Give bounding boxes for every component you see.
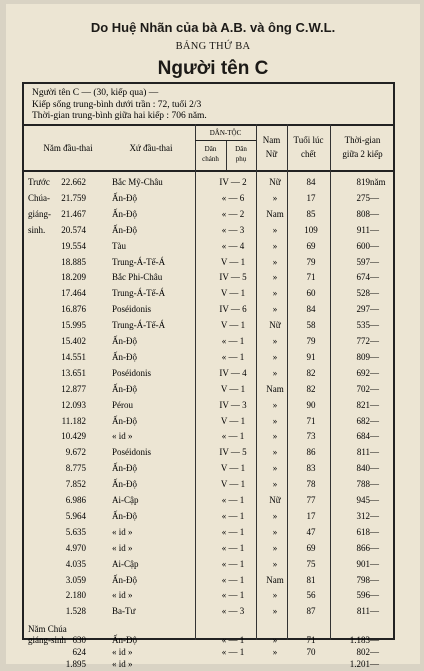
row-place: « id » <box>112 590 133 600</box>
row-place: Ấn-Độ <box>112 193 137 203</box>
row-unit: — <box>370 336 379 346</box>
row-sex: » <box>272 352 278 362</box>
row-year: 1.895 <box>65 659 86 669</box>
row-age: 86 <box>306 447 316 457</box>
row-sex: » <box>272 225 278 235</box>
row-sex: » <box>272 447 278 457</box>
row-gap: 866 <box>356 543 370 553</box>
row-sex: » <box>272 368 278 378</box>
row-sex: » <box>272 511 278 521</box>
row-sex: Nam <box>266 384 284 394</box>
row-unit: — <box>370 635 379 645</box>
info-line-lifespan: Kiếp sống trung-bình dưới trần : 72, tuổi 2/3 <box>32 99 202 110</box>
row-age: 71 <box>306 416 316 426</box>
row-unit: năm <box>370 177 386 187</box>
row-place: Ấn-Độ <box>112 463 137 473</box>
row-place: Poséidonis <box>112 447 152 457</box>
row-year: 6.986 <box>65 495 86 505</box>
row-age: 84 <box>306 177 316 187</box>
row-sex: » <box>272 272 278 282</box>
col-header-race-sub-2: phụ <box>235 155 247 163</box>
header-top-rule <box>22 124 395 126</box>
row-age: 58 <box>306 320 316 330</box>
row-gap: 702 <box>356 384 370 394</box>
row-race: « — 2 <box>221 209 245 219</box>
row-year: 10.429 <box>61 431 86 441</box>
row-age: 87 <box>306 606 316 616</box>
row-year: 5.635 <box>65 527 86 537</box>
col-header-race: DÂN-TỘC <box>209 129 242 137</box>
row-unit: — <box>370 431 379 441</box>
row-sex: » <box>272 543 278 553</box>
row-sex: » <box>272 590 278 600</box>
row-year: 17.464 <box>61 288 86 298</box>
row-gap: 596 <box>356 590 370 600</box>
col-header-age-2: chết <box>301 149 316 159</box>
row-race: V — 1 <box>220 463 246 473</box>
col-header-year: Năm đầu-thai <box>43 143 93 153</box>
row-place: « id » <box>112 431 133 441</box>
row-gap: 840 <box>356 463 370 473</box>
row-place: « id » <box>112 527 133 537</box>
row-unit: — <box>370 543 379 553</box>
row-gap: 821 <box>356 400 370 410</box>
row-gap: 901 <box>356 559 370 569</box>
row-age: 69 <box>306 241 316 251</box>
row-unit: — <box>370 272 379 282</box>
row-race: « — 6 <box>221 193 245 203</box>
row-unit: — <box>370 659 379 669</box>
row-unit: — <box>370 495 379 505</box>
row-unit: — <box>370 527 379 537</box>
col-header-age-1: Tuổi lúc <box>293 135 324 145</box>
row-year: 4.970 <box>65 543 86 553</box>
row-age: 17 <box>306 193 316 203</box>
row-race: « — 1 <box>221 590 245 600</box>
row-year: 19.554 <box>61 241 86 251</box>
column-divider <box>195 124 196 640</box>
row-race: « — 3 <box>221 606 245 616</box>
row-unit: — <box>370 225 379 235</box>
row-age: 77 <box>306 495 316 505</box>
row-sex: » <box>272 647 278 657</box>
row-place: Trung-Á-Tế-Á <box>112 257 166 267</box>
row-race: « — 1 <box>221 352 245 362</box>
row-race: V — 1 <box>220 384 246 394</box>
row-sex: » <box>272 463 278 473</box>
row-sex: Nữ <box>269 177 281 187</box>
row-race: IV — 5 <box>219 447 247 457</box>
row-place: Ấn-Độ <box>112 384 137 394</box>
col-header-sex-1: Nam <box>262 135 281 145</box>
col-header-gap-1: Thời-gian <box>344 135 381 145</box>
row-place: Ấn-Độ <box>112 416 137 426</box>
row-race: « — 3 <box>221 225 245 235</box>
row-race: IV — 3 <box>219 400 247 410</box>
row-gap: 600 <box>356 241 370 251</box>
row-race: « — 1 <box>221 527 245 537</box>
row-gap: 811 <box>356 447 370 457</box>
row-lead-text: Chúa- <box>28 193 50 203</box>
row-age: 75 <box>306 559 316 569</box>
header-bottom-rule <box>22 170 395 172</box>
row-year: 14.551 <box>61 352 86 362</box>
row-sex: » <box>272 606 278 616</box>
col-header-sex-2: Nữ <box>265 149 278 159</box>
row-gap: 802 <box>356 647 370 657</box>
row-year: 7.852 <box>65 479 86 489</box>
row-year: 9.672 <box>65 447 86 457</box>
row-place: Ấn-Độ <box>112 511 137 521</box>
row-sex: » <box>272 527 278 537</box>
row-year: 18.885 <box>61 257 86 267</box>
row-race: V — 1 <box>220 257 246 267</box>
row-place: Ấn-Độ <box>112 575 137 585</box>
row-age: 56 <box>306 590 316 600</box>
row-unit: — <box>370 288 379 298</box>
row-sex: Nam <box>266 575 284 585</box>
row-age: 90 <box>306 400 316 410</box>
row-sex: » <box>272 193 278 203</box>
row-year: 11.182 <box>61 416 86 426</box>
row-year: 22.662 <box>61 177 86 187</box>
row-age: 60 <box>306 288 316 298</box>
row-unit: — <box>370 590 379 600</box>
row-year: 21.759 <box>61 193 86 203</box>
row-sex: » <box>272 431 278 441</box>
row-age: 82 <box>306 368 316 378</box>
row-age: 78 <box>306 479 316 489</box>
row-year: 20.574 <box>61 225 86 235</box>
row-lead-text: sinh. <box>28 225 46 235</box>
row-gap: 682 <box>356 416 370 426</box>
col-header-race-sub-1: Dân <box>235 145 247 153</box>
info-line-interval: Thời-gian trung-bình giữa hai kiếp : 706 năm. <box>32 111 207 121</box>
row-unit: — <box>370 416 379 426</box>
row-unit: — <box>370 241 379 251</box>
row-unit: — <box>370 447 379 457</box>
row-gap: 297 <box>356 304 370 314</box>
row-age: 69 <box>306 543 316 553</box>
row-unit: — <box>370 320 379 330</box>
row-race: V — 1 <box>220 320 246 330</box>
row-sex: » <box>272 288 278 298</box>
row-unit: — <box>370 352 379 362</box>
row-age: 109 <box>304 225 318 235</box>
row-unit: — <box>370 463 379 473</box>
row-place: Ấn-Độ <box>112 209 137 219</box>
row-year: 3.059 <box>65 575 86 585</box>
row-gap: 692 <box>356 368 370 378</box>
row-gap: 788 <box>356 479 370 489</box>
row-age: 79 <box>306 336 316 346</box>
row-sex: Nữ <box>269 495 281 505</box>
row-race: IV — 2 <box>219 177 247 187</box>
row-race: « — 1 <box>221 635 245 645</box>
row-sex: » <box>272 257 278 267</box>
row-year: 624 <box>72 647 86 657</box>
row-race: « — 1 <box>221 336 245 346</box>
row-place: Ai-Cập <box>112 495 139 505</box>
row-year: 630 <box>72 635 86 645</box>
race-subheader-rule <box>195 140 256 141</box>
row-race: « — 1 <box>221 543 245 553</box>
row-unit: — <box>370 384 379 394</box>
row-age: 81 <box>306 575 316 585</box>
row-gap: 312 <box>356 511 370 521</box>
row-unit: — <box>370 511 379 521</box>
row-age: 85 <box>306 209 316 219</box>
tail-label-line: giáng-sinh <box>28 635 66 645</box>
row-sex: » <box>272 241 278 251</box>
row-unit: — <box>370 647 379 657</box>
row-place: Poséidonis <box>112 368 152 378</box>
row-gap: 808 <box>356 209 370 219</box>
row-gap: 945 <box>356 495 370 505</box>
col-header-place: Xứ đầu-thai <box>129 143 173 153</box>
row-sex: Nữ <box>269 320 281 330</box>
row-place: Ấn-Độ <box>112 336 137 346</box>
row-gap: 811 <box>356 606 370 616</box>
row-gap: 597 <box>356 257 370 267</box>
row-year: 15.402 <box>61 336 86 346</box>
row-gap: 1.201 <box>349 659 370 669</box>
row-sex: » <box>272 336 278 346</box>
row-sex: » <box>272 400 278 410</box>
row-place: « id » <box>112 659 133 669</box>
row-unit: — <box>370 304 379 314</box>
row-year: 16.876 <box>61 304 86 314</box>
row-place: « id » <box>112 543 133 553</box>
row-age: 17 <box>306 511 316 521</box>
row-age: 79 <box>306 257 316 267</box>
row-gap: 275 <box>356 193 370 203</box>
row-race: V — 1 <box>220 416 246 426</box>
row-age: 83 <box>306 463 316 473</box>
col-header-race-main-2: chánh <box>202 155 219 163</box>
row-year: 12.093 <box>61 400 86 410</box>
row-sex: Nam <box>266 209 284 219</box>
row-age: 70 <box>306 647 316 657</box>
row-place: Ba-Tư <box>112 606 136 616</box>
row-race: « — 4 <box>221 241 245 251</box>
row-race: « — 1 <box>221 559 245 569</box>
row-year: 1.528 <box>65 606 86 616</box>
row-lead-text: giáng- <box>28 209 51 219</box>
row-year: 8.775 <box>65 463 86 473</box>
page-title: Người tên C <box>157 58 269 79</box>
row-race: V — 1 <box>220 479 246 489</box>
row-place: « id » <box>112 647 133 657</box>
row-place: Trung-Á-Tế-Á <box>112 288 166 298</box>
row-lead-text: Trước <box>28 177 50 187</box>
row-unit: — <box>370 479 379 489</box>
row-unit: — <box>370 257 379 267</box>
row-year: 15.995 <box>61 320 86 330</box>
row-year: 12.877 <box>61 384 86 394</box>
row-gap: 674 <box>356 272 370 282</box>
row-place: Ấn-Độ <box>112 225 137 235</box>
row-place: Ai-Cập <box>112 559 139 569</box>
row-age: 71 <box>306 635 316 645</box>
row-age: 71 <box>306 272 316 282</box>
row-age: 73 <box>306 431 316 441</box>
row-race: V — 1 <box>220 288 246 298</box>
row-gap: 528 <box>356 288 370 298</box>
col-header-race-main-1: Dân <box>204 145 217 153</box>
row-gap: 535 <box>356 320 370 330</box>
row-unit: — <box>370 575 379 585</box>
row-place: Pérou <box>112 400 133 410</box>
row-unit: — <box>370 368 379 378</box>
row-year: 13.651 <box>61 368 86 378</box>
row-age: 47 <box>306 527 316 537</box>
info-line-subject: Người tên C — (30, kiếp qua) — <box>32 88 159 98</box>
row-place: Poséidonis <box>112 304 152 314</box>
page-heading-table-number: BẢNG THỨ BA <box>175 41 251 52</box>
row-race: « — 1 <box>221 495 245 505</box>
row-unit: — <box>370 209 379 219</box>
row-place: Ấn-Độ <box>112 352 137 362</box>
row-age: 82 <box>306 384 316 394</box>
row-sex: » <box>272 635 278 645</box>
row-unit: — <box>370 606 379 616</box>
row-year: 5.964 <box>65 511 86 521</box>
info-block <box>32 88 207 123</box>
row-race: « — 1 <box>221 647 245 657</box>
row-sex: » <box>272 416 278 426</box>
column-divider <box>330 124 331 640</box>
row-unit: — <box>370 193 379 203</box>
tail-label-line: Năm Chúa <box>28 624 67 634</box>
row-race: « — 1 <box>221 511 245 521</box>
row-gap: 684 <box>356 431 370 441</box>
page-heading-source: Do Huệ Nhãn của bà A.B. và ông C.W.L. <box>90 20 336 35</box>
row-gap: 618 <box>356 527 370 537</box>
row-gap: 798 <box>356 575 370 585</box>
row-gap: 772 <box>356 336 370 346</box>
row-year: 18.209 <box>61 272 86 282</box>
row-place: Tàu <box>112 241 126 251</box>
row-sex: » <box>272 304 278 314</box>
row-place: Ấn-Độ <box>112 479 137 489</box>
row-sex: » <box>272 559 278 569</box>
row-race: « — 1 <box>221 575 245 585</box>
row-race: IV — 4 <box>219 368 247 378</box>
row-gap: 911 <box>356 225 370 235</box>
row-gap: 819 <box>356 177 370 187</box>
row-age: 84 <box>306 304 316 314</box>
row-unit: — <box>370 559 379 569</box>
row-race: « — 1 <box>221 431 245 441</box>
row-sex: » <box>272 479 278 489</box>
row-age: 91 <box>306 352 316 362</box>
row-race: IV — 6 <box>219 304 247 314</box>
row-place: Ấn-Độ <box>112 635 137 645</box>
row-gap: 809 <box>356 352 370 362</box>
row-race: IV — 5 <box>219 272 247 282</box>
row-year: 2.180 <box>65 590 86 600</box>
row-place: Bắc Phi-Châu <box>112 272 163 282</box>
row-year: 21.467 <box>61 209 86 219</box>
row-unit: — <box>370 400 379 410</box>
col-header-gap-2: giữa 2 kiếp <box>342 149 383 159</box>
row-year: 4.035 <box>65 559 86 569</box>
row-place: Bắc Mỹ-Châu <box>112 177 163 187</box>
row-gap: 1.183 <box>349 635 370 645</box>
row-place: Trung-Á-Tế-Á <box>112 320 166 330</box>
